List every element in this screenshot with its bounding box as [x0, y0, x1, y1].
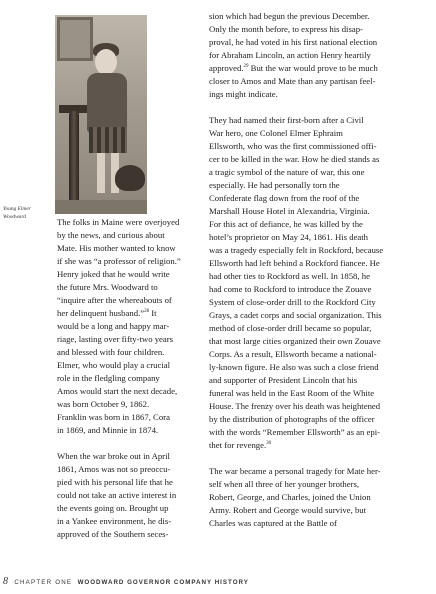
- text-line: House. The frenzy over his death was heightened: [209, 401, 381, 411]
- text-line: the events going on. Brought up: [57, 503, 169, 513]
- text-line: proval, he had voted in his first national election: [209, 37, 378, 47]
- text-line: System of close-order drill to the Rockford City: [209, 297, 376, 307]
- text-line: Ellsworth, who was the first commissioned offi-: [209, 141, 377, 151]
- text-line: sion which had begun the previous December.: [209, 11, 370, 21]
- text-line: that most large cities organized their own Zouave: [209, 336, 381, 346]
- text-line: riage, lasting over fifty-two years: [57, 334, 174, 344]
- text-line: They had named their first-born after a Civil: [209, 115, 364, 125]
- text-line: was a tragedy especially felt in Rockford, because: [209, 245, 384, 255]
- text-line: The war became a personal tragedy for Mate her-: [209, 466, 381, 476]
- text-line: ly-known figure. He also was such a close friend: [209, 362, 379, 372]
- text-line: For this act of defiance, he was killed by the: [209, 219, 363, 229]
- text-line: had come to Rockford to introduce the Zouave: [209, 284, 372, 294]
- text-fragment: thet for revenge.: [209, 440, 267, 450]
- text-line: Amos would start the next decade,: [57, 386, 178, 396]
- text-line: role in the fledgling company: [57, 373, 160, 383]
- right-paragraph-2: [209, 114, 431, 452]
- text-line: Grays, a cadet corps and social organization. This: [209, 310, 382, 320]
- book-title: WOODWARD GOVERNOR COMPANY HISTORY: [77, 579, 249, 586]
- text-line: Elmer, who would play a crucial: [57, 360, 171, 370]
- text-line: in a Yankee environment, he dis-: [57, 516, 172, 526]
- photo-boy-head: [95, 49, 117, 75]
- text-line: [57, 307, 207, 320]
- text-line: hotel’s proprietor on May 24, 1861. His death: [209, 232, 369, 242]
- text-line: pied with his personal life that he: [57, 477, 173, 487]
- photo-caption: [3, 205, 53, 221]
- right-paragraph-3: [209, 465, 431, 530]
- endnote-29: 29: [243, 64, 249, 70]
- text-fragment: It: [149, 308, 157, 318]
- photo-boy-leg-left: [97, 153, 105, 193]
- text-line: closer to Amos and Mate than any partisan feel-: [209, 76, 376, 86]
- text-line: Franklin was born in 1867, Cora: [57, 412, 170, 422]
- photo-helmet: [115, 165, 145, 191]
- text-line: cer to be killed in the war. How he died stands as: [209, 154, 380, 164]
- text-line: Mate. His mother wanted to know: [57, 243, 176, 253]
- text-fragment: approved.: [209, 63, 244, 73]
- text-line: “inquire after the whereabouts of: [57, 295, 172, 305]
- text-line: [209, 439, 431, 452]
- text-line: by the news, and curious about: [57, 230, 165, 240]
- photo-boy-coat: [87, 73, 127, 133]
- text-line: funeral was held in the East Room of the White: [209, 388, 375, 398]
- text-line: The folks in Maine were overjoyed: [57, 217, 180, 227]
- text-line: had other ties to Rockford as well. In 1858, he: [209, 271, 370, 281]
- photo-table-leg: [69, 111, 79, 207]
- text-fragment: her delinquent husband.”: [57, 308, 145, 318]
- text-line: was born October 9, 1862.: [57, 399, 150, 409]
- text-line: 1861, Amos was not so preoccu-: [57, 464, 171, 474]
- left-column: [57, 216, 207, 541]
- text-line: [209, 62, 431, 75]
- text-line: method of close-order drill became so popular,: [209, 323, 372, 333]
- text-line: Marshall House Hotel in Alexandria, Virginia.: [209, 206, 370, 216]
- text-fragment: But the war would prove to be much: [248, 63, 378, 73]
- page-number: 8: [3, 576, 8, 587]
- text-line: could not take an active interest in: [57, 490, 177, 500]
- photo-floor: [55, 200, 147, 214]
- text-line: ings might indicate.: [209, 89, 278, 99]
- right-column: [209, 10, 431, 530]
- text-line: self when all three of her younger brothers,: [209, 479, 360, 489]
- text-line: for Abraham Lincoln, an action Henry heartily: [209, 50, 371, 60]
- chapter-label: CHAPTER ONE: [14, 579, 73, 586]
- photo-young-elmer: [55, 15, 147, 214]
- text-line: and blessed with four children.: [57, 347, 165, 357]
- left-paragraph-1: [57, 216, 207, 437]
- text-line: Army. Robert and George would survive, but: [209, 505, 367, 515]
- text-line: the future Mrs. Woodward to: [57, 282, 158, 292]
- text-line: with the words “Remember Ellsworth” as an epi-: [209, 427, 381, 437]
- text-line: Charles was captured at the Battle of: [209, 518, 337, 528]
- endnote-30: 30: [266, 441, 272, 447]
- text-line: especially. He had personally torn the: [209, 180, 340, 190]
- left-paragraph-2: [57, 450, 207, 541]
- caption-line: Woodward: [3, 214, 26, 220]
- text-line: War hero, one Colonel Elmer Ephraim: [209, 128, 343, 138]
- page-footer: [3, 576, 433, 587]
- text-line: Henry joked that he would write: [57, 269, 170, 279]
- text-line: approved of the Southern seces-: [57, 529, 169, 539]
- text-line: When the war broke out in April: [57, 451, 170, 461]
- text-line: and supporter of President Lincoln that his: [209, 375, 358, 385]
- photo-boy-kilt: [89, 127, 127, 153]
- text-line: Robert, George, and Charles, joined the Union: [209, 492, 371, 502]
- text-line: Ellsworth had left behind a Rockford fiancee. He: [209, 258, 380, 268]
- text-line: a tragic symbol of the nature of war, this one: [209, 167, 365, 177]
- caption-line: Young Elmer: [3, 206, 31, 212]
- right-paragraph-1: [209, 10, 431, 101]
- text-line: Corps. As a result, Ellsworth became a national-: [209, 349, 377, 359]
- text-line: in 1869, and Minnie in 1874.: [57, 425, 159, 435]
- text-line: Only the month before, to express his disap-: [209, 24, 363, 34]
- endnote-28: 28: [144, 309, 150, 315]
- text-line: would be a long and happy mar-: [57, 321, 170, 331]
- text-line: Confederate flag down from the roof of the: [209, 193, 360, 203]
- photo-frame-on-wall: [57, 17, 93, 61]
- text-line: if she was “a professor of religion.”: [57, 256, 181, 266]
- text-line: by the distribution of photographs of the officer: [209, 414, 375, 424]
